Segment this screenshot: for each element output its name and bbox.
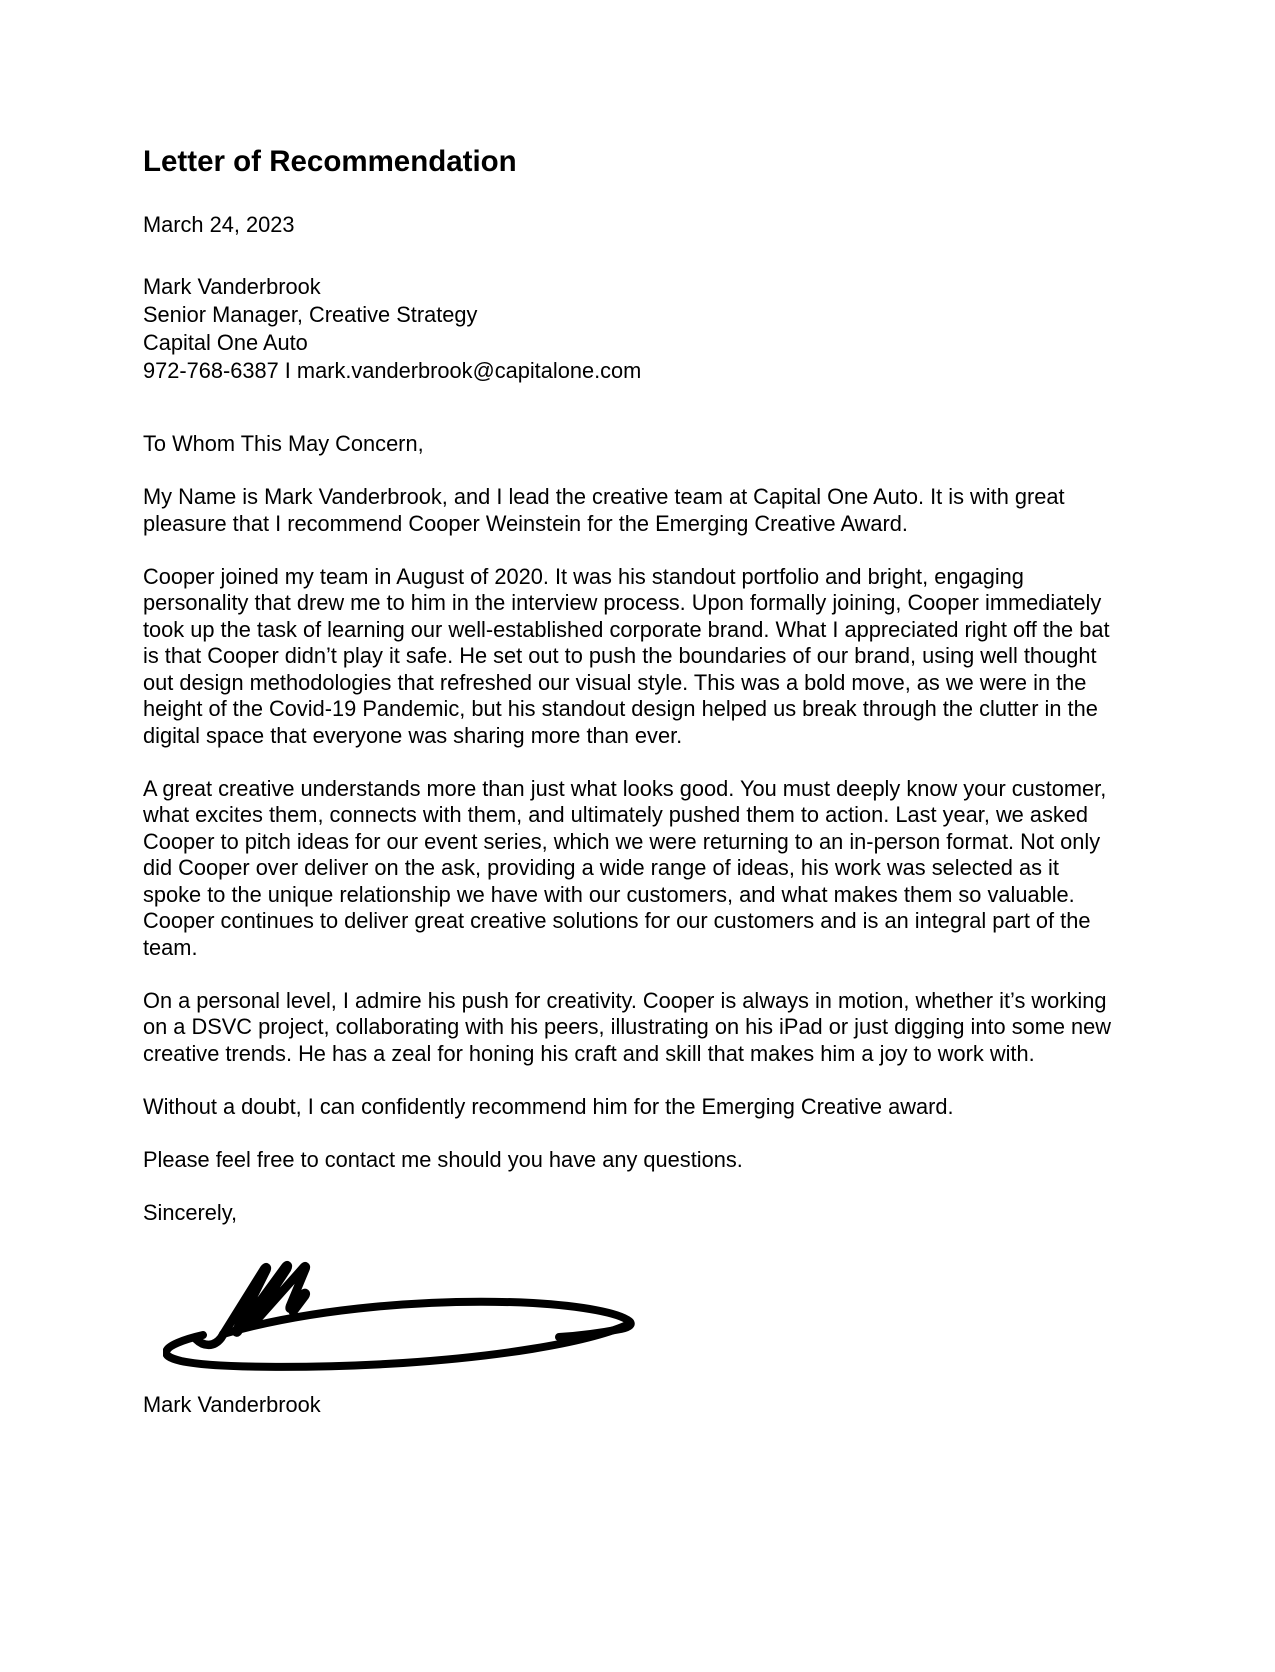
sender-company: Capital One Auto	[143, 330, 308, 355]
sender-role: Senior Manager, Creative Strategy	[143, 302, 478, 327]
salutation: To Whom This May Concern,	[143, 431, 424, 456]
sender-block	[143, 273, 1123, 385]
signature-name: Mark Vanderbrook	[143, 1392, 321, 1417]
letter-title: Letter of Recommendation	[143, 145, 517, 178]
paragraph-contact: Please feel free to contact me should you have any questions.	[143, 1146, 743, 1172]
sender-name: Mark Vanderbrook	[143, 274, 321, 299]
paragraph-recommendation: Without a doubt, I can confidently recommend him for the Emerging Creative award.	[143, 1093, 954, 1119]
closing: Sincerely,	[143, 1199, 238, 1225]
signature-top-sweep-stroke	[223, 1302, 631, 1337]
sender-contact: 972-768-6387 I mark.vanderbrook@capitalone.com	[143, 358, 642, 383]
paragraph-personal: On a personal level, I admire his push for creativity. Cooper is always in motion, whether it’s working on a DSVC project, collaborating with his peers, illustrating on his iPad or just digging into some new creative trends. He has a zeal for honing his craft and skill that makes him a joy to work with.	[143, 987, 1112, 1066]
signature-zigzag-stroke	[196, 1265, 306, 1345]
signature-image	[163, 1256, 635, 1381]
letter-date: March 24, 2023	[143, 212, 295, 237]
paragraph-intro: My Name is Mark Vanderbrook, and I lead the creative team at Capital One Auto. It is with great pleasure that I recommend Cooper Weinstein for the Emerging Creative Award.	[143, 484, 1065, 536]
letter-content	[143, 0, 1123, 1419]
paragraph-creative: A great creative understands more than just what looks good. You must deeply know your customer, what excites them, connects with them, and ultimately pushed them to action. Last year, we asked Cooper to pitch ideas for our event series, which we were returning to an in-person format. Not only did Cooper over deliver on the ask, providing a wide range of ideas, his work was selected as it spoke to the unique relationship we have with our customers, and what makes them so valuable. Cooper continues to deliver great creative solutions for our customers and is an integral part of the team.	[143, 775, 1107, 960]
paragraph-joining: Cooper joined my team in August of 2020. It was his standout portfolio and bright, engaging personality that drew me to him in the interview process. Upon formally joining, Cooper immediately took up the task of learning our well-established corporate brand. What I appreciated right off the bat is that Cooper didn’t play it safe. He set out to push the boundaries of our brand, using well thought out design methodologies that refreshed our visual style. This was a bold move, as we were in the height of the Covid-19 Pandemic, but his standout design helped us break through the clutter in the digital space that everyone was sharing more than ever.	[143, 563, 1110, 748]
